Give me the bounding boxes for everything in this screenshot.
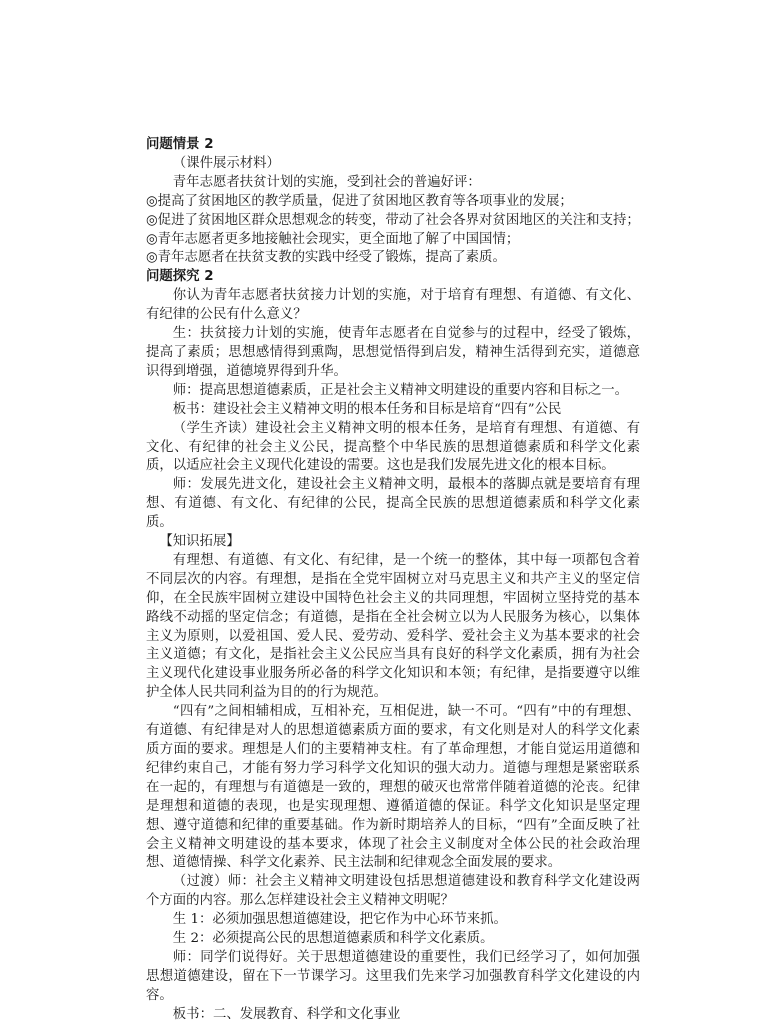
paragraph: 你认为青年志愿者扶贫接力计划的实施，对于培育有理想、有道德、有文化、有纪律的公民有什么意义？ bbox=[146, 288, 640, 323]
paragraph: （课件展示材料） bbox=[172, 155, 280, 171]
paragraph: 青年志愿者扶贫计划的实施，受到社会的普遍好评： bbox=[172, 174, 481, 190]
knowledge-extension-label: 【知识拓展】 bbox=[159, 534, 240, 550]
paragraph: 板书：二、发展教育、科学和文化事业 bbox=[172, 1006, 401, 1022]
bullet-item: ◎促进了贫困地区群众思想观念的转变，带动了社会各界对贫困地区的关注和支持； bbox=[146, 212, 640, 228]
bullet-item: ◎青年志愿者在扶贫支教的实践中经受了锻炼，提高了素质。 bbox=[146, 250, 506, 266]
bullet-item: ◎提高了贫困地区的教学质量，促进了贫困地区教育等各项事业的发展； bbox=[146, 193, 573, 209]
paragraph: 有理想、有道德、有文化、有纪律，是一个统一的整体，其中每一项都包含着不同层次的内容。有理想，是指在全党牢固树立对马克思主义和共产主义的坚定信仰，在全民族牢固树立建设中国特色社会主义的共同理想，牢固树立坚持党的基本路线不动摇的坚定信念；有道德，是指在全社会树立以为人民服务为核心，以集体主义为原则，以爱祖国、爱人民、爱劳动、爱科学、爱社会主义为基本要求的社会主义道德；有文化，是指社会主义公民应当具有良好的科学文化素质，拥有为社会主义现代化建设事业服务所必备的科学文化知识和本领；有纪律，是指要遵守以维护全体人民共同利益为目的的行为规范。 bbox=[146, 552, 640, 701]
paragraph: （过渡）师：社会主义精神文明建设包括思想道德建设和教育科学文化建设两个方面的内容。那么怎样建设社会主义精神文明呢？ bbox=[146, 874, 640, 909]
paragraph: 师：同学们说得好。关于思想道德建设的重要性，我们已经学习了，如何加强思想道德建设，留在下一节课学习。这里我们先来学习加强教育科学文化建设的内容。 bbox=[146, 949, 640, 1003]
paragraph: “四有”之间相辅相成，互相补充，互相促进，缺一不可。“四有”中的有理想、有道德、有纪律是对人的思想道德素质方面的要求，有文化则是对人的科学文化素质方面的要求。理想是人们的主要精神支柱。有了革命理想，才能自觉运用道德和纪律约束自己，才能有努力学习科学文化知识的强大动力。道德与理想是紧密联系在一起的，有理想与有道德是一致的，理想的破灭也常常伴随着道德的沦丧。纪律是理想和道德的表现，也是实现理想、遵循道德的保证。科学文化知识是坚定理想、遵守道德和纪律的重要基础。作为新时期培养人的目标，“四有”全面反映了社会主义精神文明建设的基本要求，体现了社会主义制度对全体公民的社会政治理想、道德情操、科学文化素养、民主法制和纪律观念全面发展的要求。 bbox=[146, 704, 640, 871]
paragraph: 板书：建设社会主义精神文明的根本任务和目标是培育“四有”公民 bbox=[172, 401, 562, 417]
section-heading: 问题探究 2 bbox=[146, 269, 214, 285]
paragraph: 师：提高思想道德素质，正是社会主义精神文明建设的重要内容和目标之一。 bbox=[172, 382, 629, 398]
paragraph: 生 2：必须提高公民的思想道德素质和科学文化素质。 bbox=[172, 931, 494, 947]
paragraph: 生 1：必须加强思想道德建设，把它作为中心环节来抓。 bbox=[172, 912, 507, 928]
section-heading: 问题情景 2 bbox=[146, 137, 214, 152]
bullet-item: ◎青年志愿者更多地接触社会现实，更全面地了解了中国国情； bbox=[146, 231, 520, 247]
document-body bbox=[146, 136, 640, 1025]
paragraph: 生：扶贫接力计划的实施，使青年志愿者在自觉参与的过程中，经受了锻炼，提高了素质；思想感情得到熏陶，思想觉悟得到启发，精神生活得到充实，道德意识得到增强，道德境界得到升华。 bbox=[146, 326, 640, 379]
paragraph: （学生齐读）建设社会主义精神文明的根本任务，是培育有理想、有道德、有文化、有纪律的社会主义公民，提高整个中华民族的思想道德素质和科学文化素质，以适应社会主义现代化建设的需要。这也是我们发展先进文化的根本目标。 bbox=[146, 420, 640, 474]
paragraph: 师：发展先进文化，建设社会主义精神文明，最根本的落脚点就是要培育有理想、有道德、有文化、有纪律的公民，提高全民族的思想道德素质和科学文化素质。 bbox=[146, 477, 640, 531]
